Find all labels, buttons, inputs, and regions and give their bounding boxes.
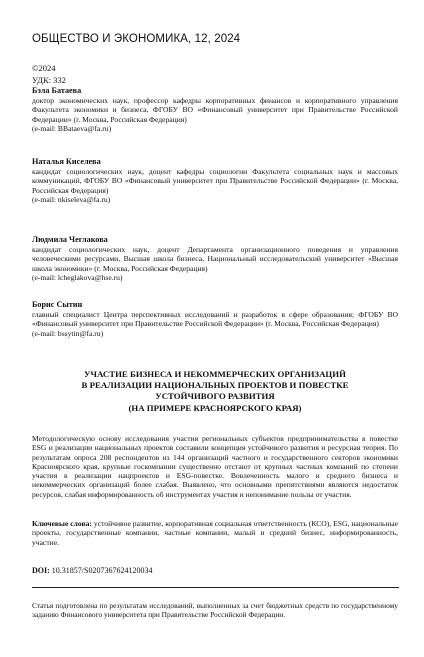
author-block bbox=[32, 300, 398, 338]
author-affiliation: главный специалист Центра перспективных исследований и разработок в сфере образования; ФГОБУ ВО «Финансовый университет при Правительстве Российской Федерации» (г. Москва, Российская Федерация) bbox=[32, 310, 398, 329]
journal-header: ОБЩЕСТВО И ЭКОНОМИКА, 12, 2024 bbox=[32, 33, 241, 45]
author-email: (e-mail: lcheglakova@hse.ru) bbox=[32, 273, 123, 283]
author-email: (e-mail: nkiseleva@fa.ru) bbox=[32, 195, 111, 205]
title-line: УСТОЙЧИВОГО РАЗВИТИЯ bbox=[155, 391, 275, 402]
footnote: Статья подготовлена по результатам исследований, выполненных за счет бюджетных средств по государственному заданию Финансового университета при Правительстве Российской Федерации. bbox=[32, 601, 398, 620]
author-name: Борис Сытин bbox=[32, 300, 83, 309]
author-affiliation: кандидат социологических наук, доцент Департамента организационного поведения и управления человеческими ресурсами, Высшая школа бизнеса, Национальный исследовательский университет «Высшая школа экономики» (г. Москва, Российская Федерация) bbox=[32, 245, 398, 273]
author-name: Бэла Батаева bbox=[32, 86, 82, 95]
keywords bbox=[32, 519, 398, 547]
doi-label: DOI: bbox=[32, 566, 50, 575]
author-block bbox=[32, 86, 398, 134]
keywords-label: Ключевые слова: bbox=[32, 519, 92, 528]
article-title bbox=[40, 369, 390, 414]
doi bbox=[32, 566, 152, 576]
author-name: Людмила Чеглакова bbox=[32, 235, 108, 244]
author-block bbox=[32, 235, 398, 283]
title-line: УЧАСТИЕ БИЗНЕСА И НЕКОММЕРЧЕСКИХ ОРГАНИЗАЦИЙ bbox=[84, 369, 346, 379]
title-line: В РЕАЛИЗАЦИИ НАЦИОНАЛЬНЫХ ПРОЕКТОВ И ПОВЕСТКЕ bbox=[81, 380, 349, 391]
udk-code: УДК: 332 bbox=[32, 75, 66, 85]
keywords-text: устойчивое развитие, корпоративная социальная ответственность (КСО), ESG, национальные проекты, государственные компании, частные компании, малый и средний бизнес, информированность, участие. bbox=[32, 519, 398, 547]
footnote-divider bbox=[32, 587, 399, 588]
title-line: (НА ПРИМЕРЕ КРАСНОЯРСКОГО КРАЯ) bbox=[128, 402, 302, 413]
author-block bbox=[32, 157, 398, 205]
doi-value: 10.31857/S0207367624120034 bbox=[51, 566, 153, 575]
author-affiliation: кандидат социологических наук, доцент кафедры социологии Факультета социальных наук и массовых коммуникаций, ФГОБУ ВО «Финансовый университет при Правительстве Российской Федерации» (г. Москва, Российская Федерация) bbox=[32, 167, 398, 195]
author-email: (e-mail: BBataeva@fa.ru) bbox=[32, 124, 112, 134]
abstract: Методологическую основу исследования участия региональных субъектов предпринимательства в повестке ESG и реализации национальных проектов составили концепция устойчивого развития и ресурсная теория. По результатам опроса 208 респондентов из 144 организаций частного и государственного секторов экономики Красноярского края, крупные госкомпании существенно отстают от крупных частных компаний по степени участия в реализации нацпроектов и ESG-повестке. Вовлеченность малого и среднего бизнеса и некоммерческих организаций более слабая. Выявлено, что основными препятствиями являются недостаток ресурсов, слабая информированность об инструментах участия и непонимание пользы от участия. bbox=[32, 434, 398, 499]
author-affiliation: доктор экономических наук, профессор кафедры корпоративных финансов и корпоративного управления Факультета экономики и бизнеса, ФГОБУ ВО «Финансовый университет при Правительстве Российской Федерации» (г. Москва, Российская Федерация) bbox=[32, 96, 398, 124]
author-name: Наталья Киселева bbox=[32, 157, 101, 166]
author-email: (e-mail: bssytin@fa.ru) bbox=[32, 328, 104, 338]
copyright: ©2024 bbox=[32, 63, 56, 73]
